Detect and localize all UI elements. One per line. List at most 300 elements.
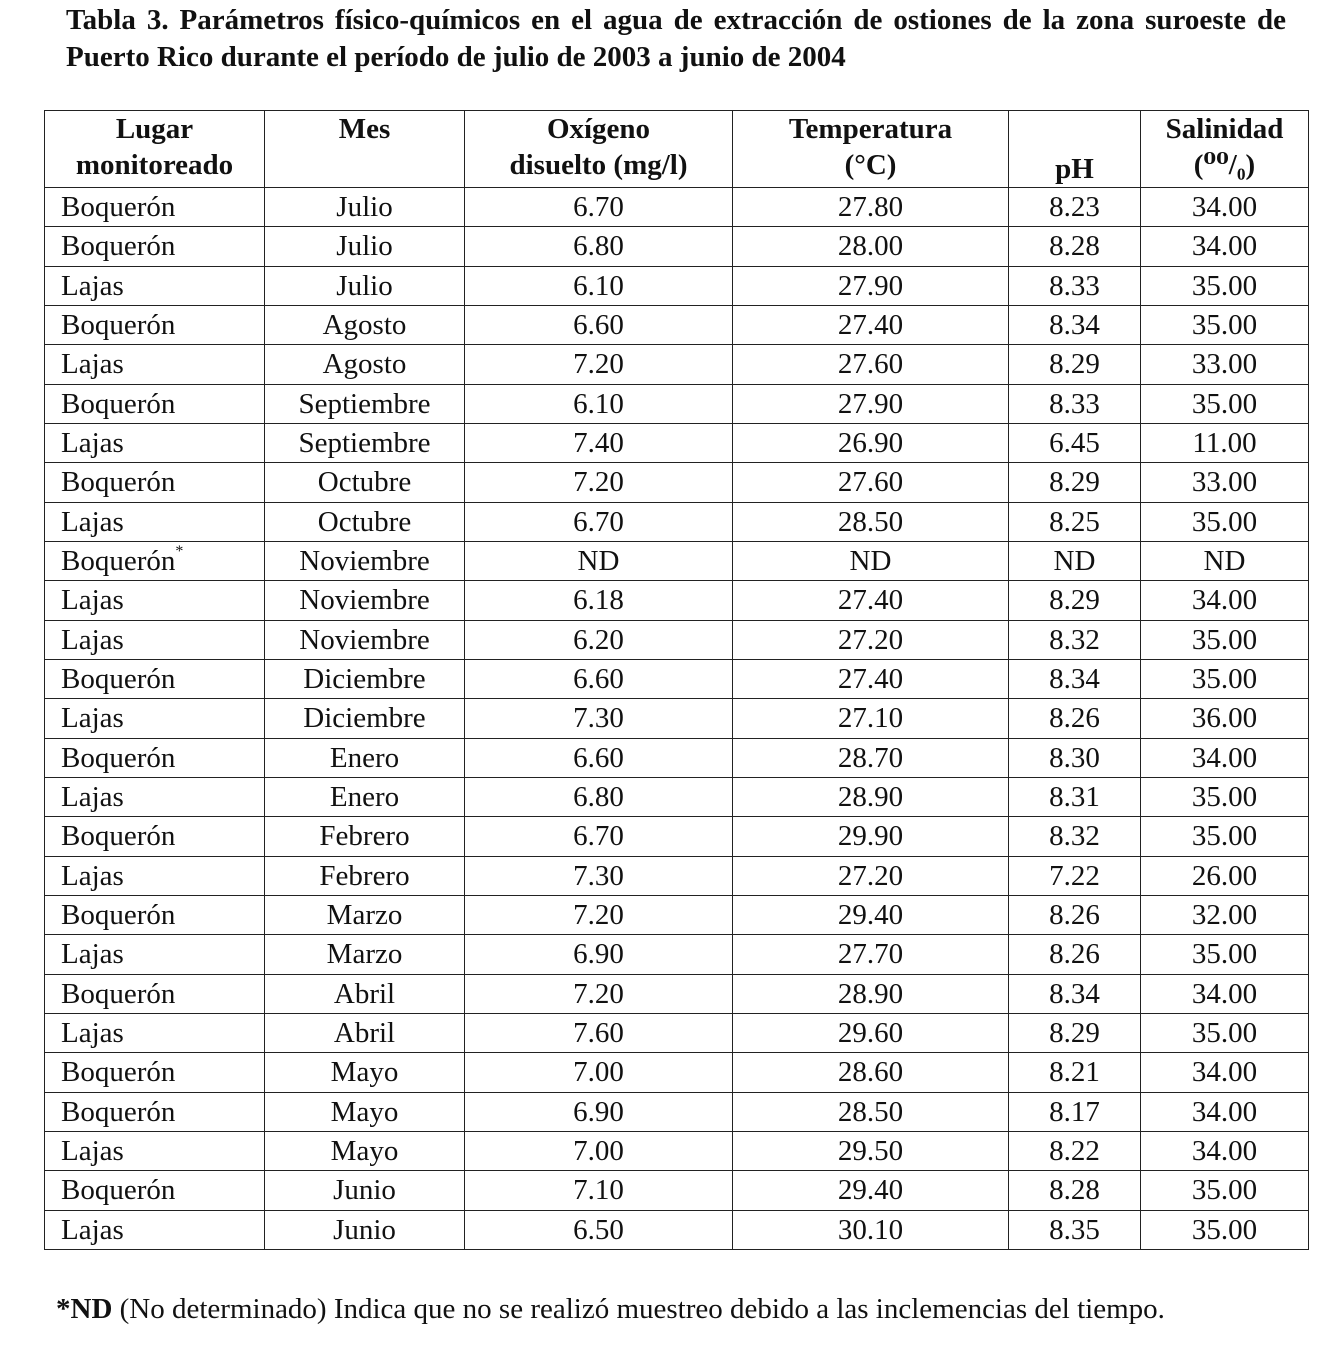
cell-salinidad-value: 35.00 — [1191, 623, 1258, 656]
cell-ph-value: 8.28 — [1049, 230, 1100, 263]
cell-salinidad-value: 34.00 — [1191, 1056, 1258, 1089]
cell-mes — [265, 738, 465, 777]
cell-temperatura-value: 27.70 — [837, 938, 904, 971]
cell-temperatura-value: 29.90 — [837, 820, 904, 853]
cell-mes — [265, 305, 465, 344]
header-mes-line1: Mes — [338, 113, 391, 145]
cell-oxigeno-value: ND — [577, 545, 620, 578]
cell-salinidad — [1141, 345, 1309, 384]
header-temperatura-line2: (°C) — [844, 149, 897, 181]
cell-mes — [265, 620, 465, 659]
cell-mes-value: Febrero — [319, 859, 410, 892]
cell-ph-value: 8.32 — [1049, 623, 1100, 656]
table-row — [45, 974, 1309, 1013]
cell-oxigeno — [465, 305, 733, 344]
table-row — [45, 738, 1309, 777]
cell-salinidad — [1141, 423, 1309, 462]
cell-oxigeno — [465, 659, 733, 698]
header-oxigeno-line1: Oxígeno — [546, 113, 651, 145]
cell-ph — [1009, 1171, 1141, 1210]
cell-mes-value: Diciembre — [303, 663, 426, 696]
cell-oxigeno — [465, 817, 733, 856]
cell-oxigeno-value: 7.20 — [573, 348, 624, 381]
cell-lugar — [45, 856, 265, 895]
cell-lugar-value: Lajas — [61, 623, 124, 656]
cell-oxigeno-value: 6.80 — [573, 781, 624, 814]
cell-mes-value: Marzo — [326, 938, 403, 971]
cell-temperatura-value: 27.20 — [837, 859, 904, 892]
cell-temperatura — [733, 1131, 1009, 1170]
table-row — [45, 541, 1309, 580]
cell-ph-value: 8.33 — [1049, 269, 1100, 302]
cell-ph-value: 8.23 — [1049, 191, 1100, 224]
header-salinidad-line1: Salinidad — [1165, 113, 1284, 145]
cell-salinidad — [1141, 1131, 1309, 1170]
cell-salinidad — [1141, 974, 1309, 1013]
header-mes — [265, 111, 465, 188]
cell-oxigeno — [465, 423, 733, 462]
table-row — [45, 266, 1309, 305]
cell-lugar-value: Boquerón — [61, 387, 176, 420]
cell-ph-value: 8.26 — [1049, 938, 1100, 971]
cell-oxigeno-value: 6.50 — [573, 1213, 624, 1246]
cell-salinidad-value: 34.00 — [1191, 741, 1258, 774]
cell-ph — [1009, 266, 1141, 305]
cell-temperatura — [733, 227, 1009, 266]
cell-lugar-value: Lajas — [61, 781, 124, 814]
cell-ph-value: 8.29 — [1049, 584, 1100, 617]
cell-oxigeno-value: 6.70 — [573, 191, 624, 224]
cell-temperatura — [733, 188, 1009, 227]
cell-salinidad — [1141, 1092, 1309, 1131]
cell-lugar — [45, 266, 265, 305]
cell-mes — [265, 541, 465, 580]
cell-mes — [265, 1210, 465, 1249]
cell-salinidad — [1141, 1171, 1309, 1210]
cell-ph-value: 8.26 — [1049, 899, 1100, 932]
cell-oxigeno — [465, 1092, 733, 1131]
cell-temperatura — [733, 817, 1009, 856]
cell-temperatura-value: 27.40 — [837, 309, 904, 342]
table-row — [45, 1013, 1309, 1052]
table-row — [45, 463, 1309, 502]
cell-salinidad — [1141, 659, 1309, 698]
cell-lugar — [45, 817, 265, 856]
cell-temperatura-value: 29.40 — [837, 899, 904, 932]
cell-salinidad-value: 35.00 — [1191, 269, 1258, 302]
cell-salinidad — [1141, 620, 1309, 659]
cell-mes — [265, 659, 465, 698]
cell-ph — [1009, 1013, 1141, 1052]
cell-oxigeno — [465, 1013, 733, 1052]
cell-lugar-value: Boquerón — [61, 1174, 176, 1207]
cell-ph-value: 8.25 — [1049, 505, 1100, 538]
cell-oxigeno — [465, 856, 733, 895]
cell-salinidad — [1141, 384, 1309, 423]
cell-ph-value: 8.26 — [1049, 702, 1100, 735]
cell-lugar-value: Lajas — [61, 427, 124, 460]
cell-temperatura-value: 27.10 — [837, 702, 904, 735]
cell-temperatura-value: 27.90 — [837, 387, 904, 420]
cell-salinidad-value: 34.00 — [1191, 584, 1258, 617]
cell-lugar — [45, 1053, 265, 1092]
cell-salinidad-value: 26.00 — [1191, 859, 1258, 892]
table-row — [45, 659, 1309, 698]
cell-lugar — [45, 384, 265, 423]
cell-lugar — [45, 541, 265, 580]
cell-oxigeno-value: 7.60 — [573, 1017, 624, 1050]
cell-salinidad-value: 11.00 — [1192, 427, 1257, 460]
cell-temperatura — [733, 305, 1009, 344]
parameters-table — [44, 110, 1309, 1250]
cell-lugar-value: Boquerón — [61, 230, 176, 263]
cell-salinidad-value: 35.00 — [1191, 309, 1258, 342]
cell-temperatura-value: 27.60 — [837, 348, 904, 381]
cell-temperatura — [733, 502, 1009, 541]
cell-ph — [1009, 817, 1141, 856]
cell-ph — [1009, 227, 1141, 266]
cell-ph — [1009, 620, 1141, 659]
table-row — [45, 1092, 1309, 1131]
table-row — [45, 305, 1309, 344]
cell-temperatura-value: 29.40 — [837, 1174, 904, 1207]
cell-temperatura-value: 28.00 — [837, 230, 904, 263]
header-row — [45, 111, 1309, 188]
cell-oxigeno — [465, 777, 733, 816]
cell-salinidad-value: 35.00 — [1191, 1017, 1258, 1050]
cell-mes-value: Mayo — [330, 1056, 399, 1089]
cell-lugar — [45, 659, 265, 698]
cell-temperatura-value: 27.40 — [837, 663, 904, 696]
cell-salinidad-value: ND — [1203, 545, 1246, 578]
cell-salinidad — [1141, 856, 1309, 895]
cell-ph-value: 8.34 — [1049, 977, 1100, 1010]
cell-mes — [265, 1013, 465, 1052]
cell-oxigeno — [465, 266, 733, 305]
cell-lugar — [45, 1171, 265, 1210]
cell-oxigeno — [465, 188, 733, 227]
cell-oxigeno — [465, 384, 733, 423]
cell-salinidad-value: 35.00 — [1191, 781, 1258, 814]
cell-salinidad-value: 34.00 — [1191, 1095, 1258, 1128]
cell-temperatura-value: 27.80 — [837, 191, 904, 224]
cell-mes — [265, 345, 465, 384]
cell-mes-value: Noviembre — [299, 623, 430, 656]
cell-salinidad — [1141, 817, 1309, 856]
cell-ph — [1009, 856, 1141, 895]
table-row — [45, 777, 1309, 816]
cell-mes — [265, 777, 465, 816]
cell-lugar-value: Boquerón — [61, 663, 176, 696]
header-oxigeno-line2: disuelto (mg/l) — [509, 149, 688, 181]
cell-temperatura-value: 27.60 — [837, 466, 904, 499]
cell-oxigeno — [465, 502, 733, 541]
cell-mes — [265, 188, 465, 227]
cell-salinidad-value: 33.00 — [1191, 348, 1258, 381]
cell-mes-value: Octubre — [317, 505, 412, 538]
cell-lugar-value: Boquerón — [61, 899, 176, 932]
cell-salinidad — [1141, 581, 1309, 620]
header-lugar — [45, 111, 265, 188]
cell-ph — [1009, 1053, 1141, 1092]
cell-lugar — [45, 974, 265, 1013]
cell-salinidad — [1141, 188, 1309, 227]
cell-temperatura-value: 27.40 — [837, 584, 904, 617]
cell-oxigeno — [465, 699, 733, 738]
cell-temperatura-value: 28.70 — [837, 741, 904, 774]
cell-temperatura — [733, 345, 1009, 384]
table-row — [45, 1131, 1309, 1170]
header-salinidad — [1141, 111, 1309, 188]
cell-mes — [265, 581, 465, 620]
cell-oxigeno — [465, 1171, 733, 1210]
cell-ph-value: 7.22 — [1049, 859, 1100, 892]
cell-ph — [1009, 502, 1141, 541]
header-oxigeno — [465, 111, 733, 188]
cell-oxigeno-value: 7.00 — [573, 1135, 624, 1168]
cell-temperatura-value: 28.60 — [837, 1056, 904, 1089]
table-row — [45, 423, 1309, 462]
cell-mes-value: Junio — [333, 1174, 396, 1207]
cell-ph-value: 8.29 — [1049, 466, 1100, 499]
table-row — [45, 581, 1309, 620]
cell-ph — [1009, 581, 1141, 620]
cell-salinidad-value: 35.00 — [1191, 1174, 1258, 1207]
cell-lugar-value: Boquerón — [61, 977, 176, 1010]
cell-mes — [265, 935, 465, 974]
cell-mes-value: Enero — [329, 781, 400, 814]
cell-mes-value: Julio — [336, 230, 393, 263]
cell-ph — [1009, 188, 1141, 227]
cell-temperatura — [733, 1210, 1009, 1249]
table-row — [45, 1171, 1309, 1210]
cell-salinidad — [1141, 895, 1309, 934]
cell-mes — [265, 1053, 465, 1092]
cell-lugar — [45, 1092, 265, 1131]
cell-mes-value: Julio — [336, 191, 393, 224]
cell-lugar-value: Boquerón — [61, 545, 176, 578]
cell-mes — [265, 817, 465, 856]
cell-ph-value: 8.30 — [1049, 741, 1100, 774]
cell-mes-value: Agosto — [322, 309, 407, 342]
cell-ph-value: 8.34 — [1049, 309, 1100, 342]
cell-ph-value: 8.17 — [1049, 1095, 1100, 1128]
cell-temperatura — [733, 541, 1009, 580]
cell-mes-value: Noviembre — [299, 545, 430, 578]
cell-temperatura — [733, 659, 1009, 698]
cell-ph-value: 8.33 — [1049, 387, 1100, 420]
cell-temperatura-value: 27.20 — [837, 623, 904, 656]
cell-salinidad — [1141, 463, 1309, 502]
cell-temperatura-value: 29.60 — [837, 1017, 904, 1050]
table-title: Tabla 3. Parámetros físico-químicos en el agua de extracción de ostiones de la zona suroeste de Puerto Rico durante el período de julio de 2003 a junio de 2004 — [66, 4, 1286, 73]
cell-salinidad-value: 35.00 — [1191, 1213, 1258, 1246]
cell-lugar — [45, 188, 265, 227]
cell-mes-value: Agosto — [322, 348, 407, 381]
cell-salinidad — [1141, 699, 1309, 738]
cell-mes — [265, 1131, 465, 1170]
cell-oxigeno — [465, 345, 733, 384]
header-ph-line1: pH — [1055, 153, 1094, 185]
cell-temperatura-value: 28.50 — [837, 1095, 904, 1128]
table-body — [45, 188, 1309, 1250]
cell-lugar-value: Lajas — [61, 348, 124, 381]
cell-ph — [1009, 738, 1141, 777]
cell-lugar-value: Lajas — [61, 938, 124, 971]
cell-ph — [1009, 305, 1141, 344]
cell-ph — [1009, 777, 1141, 816]
cell-temperatura — [733, 974, 1009, 1013]
cell-oxigeno — [465, 227, 733, 266]
table-row — [45, 345, 1309, 384]
table-row — [45, 856, 1309, 895]
cell-salinidad-value: 34.00 — [1191, 977, 1258, 1010]
cell-mes-value: Mayo — [330, 1095, 399, 1128]
cell-temperatura-value: 30.10 — [837, 1213, 904, 1246]
cell-salinidad-value: 32.00 — [1191, 899, 1258, 932]
cell-lugar-value: Boquerón — [61, 309, 176, 342]
cell-salinidad — [1141, 1053, 1309, 1092]
cell-lugar — [45, 1210, 265, 1249]
table-row — [45, 817, 1309, 856]
cell-salinidad-value: 34.00 — [1191, 230, 1258, 263]
cell-mes-value: Marzo — [326, 899, 403, 932]
cell-oxigeno-value: 7.10 — [573, 1174, 624, 1207]
cell-lugar-value: Boquerón — [61, 741, 176, 774]
cell-temperatura — [733, 620, 1009, 659]
cell-temperatura-value: 28.90 — [837, 781, 904, 814]
cell-lugar — [45, 345, 265, 384]
cell-salinidad-value: 36.00 — [1191, 702, 1258, 735]
cell-oxigeno-value: 6.10 — [573, 269, 624, 302]
cell-salinidad-value: 34.00 — [1191, 191, 1258, 224]
cell-ph — [1009, 384, 1141, 423]
cell-oxigeno-value: 7.00 — [573, 1056, 624, 1089]
table-row — [45, 620, 1309, 659]
cell-mes-value: Noviembre — [299, 584, 430, 617]
cell-oxigeno-value: 6.60 — [573, 663, 624, 696]
cell-lugar-value: Lajas — [61, 269, 124, 302]
cell-oxigeno — [465, 541, 733, 580]
cell-oxigeno-value: 7.30 — [573, 859, 624, 892]
cell-oxigeno — [465, 974, 733, 1013]
cell-mes — [265, 463, 465, 502]
cell-mes — [265, 895, 465, 934]
footnote — [56, 1290, 1256, 1328]
cell-mes-value: Septiembre — [298, 387, 431, 420]
cell-oxigeno-value: 6.90 — [573, 938, 624, 971]
cell-lugar-value: Boquerón — [61, 1095, 176, 1128]
cell-lugar — [45, 738, 265, 777]
cell-ph — [1009, 974, 1141, 1013]
cell-lugar — [45, 305, 265, 344]
cell-lugar — [45, 227, 265, 266]
cell-oxigeno-value: 7.20 — [573, 899, 624, 932]
cell-temperatura — [733, 895, 1009, 934]
table-row — [45, 895, 1309, 934]
cell-salinidad — [1141, 305, 1309, 344]
cell-lugar-value: Boquerón — [61, 820, 176, 853]
cell-oxigeno — [465, 581, 733, 620]
cell-lugar-value: Lajas — [61, 859, 124, 892]
cell-temperatura — [733, 463, 1009, 502]
cell-ph — [1009, 463, 1141, 502]
cell-salinidad — [1141, 227, 1309, 266]
cell-lugar-value: Boquerón — [61, 1056, 176, 1089]
footnote-mark: * — [175, 543, 184, 561]
cell-temperatura — [733, 699, 1009, 738]
cell-salinidad-value: 35.00 — [1191, 505, 1258, 538]
cell-oxigeno-value: 6.60 — [573, 741, 624, 774]
cell-salinidad — [1141, 502, 1309, 541]
cell-ph — [1009, 935, 1141, 974]
cell-mes-value: Abril — [333, 977, 396, 1010]
cell-mes-value: Mayo — [330, 1135, 399, 1168]
cell-oxigeno-value: 7.20 — [573, 466, 624, 499]
cell-ph — [1009, 699, 1141, 738]
cell-lugar-value: Lajas — [61, 1135, 124, 1168]
cell-oxigeno-value: 6.10 — [573, 387, 624, 420]
cell-lugar — [45, 1013, 265, 1052]
cell-temperatura — [733, 266, 1009, 305]
cell-ph — [1009, 1092, 1141, 1131]
cell-salinidad-value: 35.00 — [1191, 820, 1258, 853]
cell-ph-value: ND — [1053, 545, 1096, 578]
cell-mes-value: Junio — [333, 1213, 396, 1246]
cell-mes — [265, 856, 465, 895]
cell-lugar — [45, 1131, 265, 1170]
cell-ph — [1009, 541, 1141, 580]
cell-salinidad — [1141, 541, 1309, 580]
cell-oxigeno — [465, 1210, 733, 1249]
cell-temperatura-value: 26.90 — [837, 427, 904, 460]
cell-oxigeno — [465, 620, 733, 659]
cell-salinidad — [1141, 935, 1309, 974]
cell-temperatura-value: 28.50 — [837, 505, 904, 538]
cell-salinidad-value: 34.00 — [1191, 1135, 1258, 1168]
cell-oxigeno-value: 6.20 — [573, 623, 624, 656]
header-temperatura — [733, 111, 1009, 188]
table-row — [45, 699, 1309, 738]
cell-mes — [265, 384, 465, 423]
cell-lugar — [45, 699, 265, 738]
table-row — [45, 502, 1309, 541]
cell-oxigeno-value: 6.80 — [573, 230, 624, 263]
cell-temperatura — [733, 1171, 1009, 1210]
cell-temperatura — [733, 777, 1009, 816]
cell-lugar — [45, 777, 265, 816]
cell-ph-value: 6.45 — [1049, 427, 1100, 460]
cell-ph — [1009, 345, 1141, 384]
cell-oxigeno-value: 6.70 — [573, 505, 624, 538]
cell-mes — [265, 974, 465, 1013]
cell-oxigeno-value: 7.40 — [573, 427, 624, 460]
cell-ph-value: 8.22 — [1049, 1135, 1100, 1168]
cell-mes-value: Octubre — [317, 466, 412, 499]
table-row — [45, 935, 1309, 974]
cell-lugar-value: Lajas — [61, 505, 124, 538]
cell-mes — [265, 1171, 465, 1210]
cell-mes — [265, 227, 465, 266]
cell-ph-value: 8.32 — [1049, 820, 1100, 853]
cell-ph — [1009, 1131, 1141, 1170]
cell-mes-value: Julio — [336, 269, 393, 302]
cell-oxigeno — [465, 1131, 733, 1170]
cell-oxigeno — [465, 895, 733, 934]
table-row — [45, 1053, 1309, 1092]
cell-mes-value: Diciembre — [303, 702, 426, 735]
cell-temperatura — [733, 1013, 1009, 1052]
